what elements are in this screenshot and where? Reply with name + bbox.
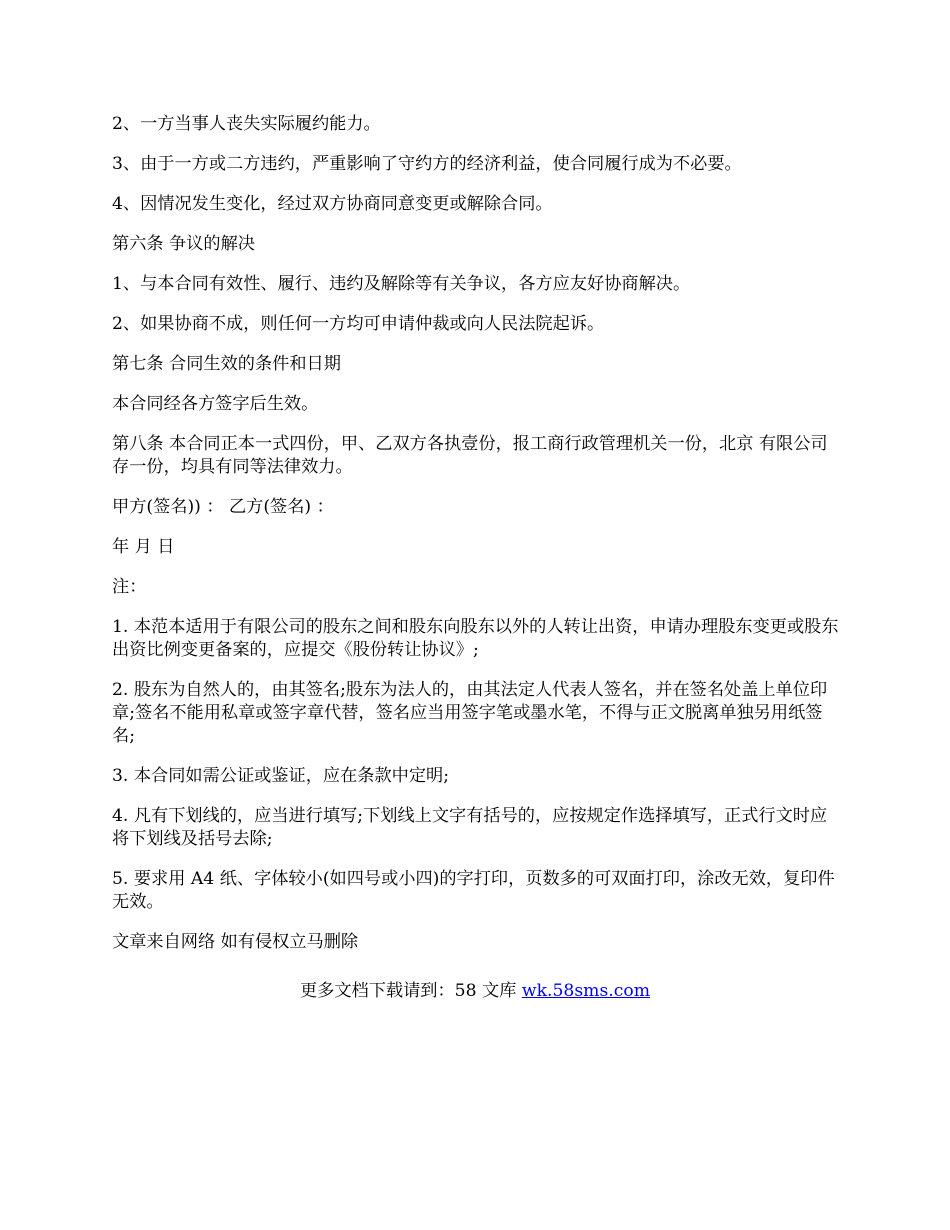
note-1: 1. 本范本适用于有限公司的股东之间和股东向股东以外的人转让出资，申请办理股东变更或股东出资比例变更备案的，应提交《股份转让协议》;: [112, 617, 839, 660]
paragraph-effective: 本合同经各方签字后生效。: [112, 394, 319, 414]
paragraph-clause-4: 4、因情况发生变化，经过双方协商同意变更或解除合同。: [112, 194, 553, 214]
article-7-heading: 第七条 合同生效的条件和日期: [112, 354, 341, 374]
signature-line: 甲方(签名)) ： 乙方(签名) ：: [112, 497, 334, 517]
paragraph-dispute-1: 1、与本合同有效性、履行、违约及解除等有关争议，各方应友好协商解决。: [112, 274, 691, 294]
notes-heading: 注：: [112, 577, 147, 597]
date-line: 年 月 日: [112, 537, 175, 557]
paragraph-clause-3: 3、由于一方或二方违约，严重影响了守约方的经济利益，使合同履行成为不必要。: [112, 154, 742, 174]
article-6-heading: 第六条 争议的解决: [112, 234, 255, 254]
note-5: 5. 要求用 A4 纸、字体较小(如四号或小四)的字打印，页数多的可双面打印，涂改无效，复印件无效。: [112, 869, 835, 912]
article-8-paragraph: 第八条 本合同正本一式四份，甲、乙双方各执壹份，报工商行政管理机关一份，北京 有限公司存一份，均具有同等法律效力。: [112, 434, 828, 477]
source-disclaimer: 文章来自网络 如有侵权立马删除: [112, 932, 359, 952]
paragraph-dispute-2: 2、如果协商不成，则任何一方均可申请仲裁或向人民法院起诉。: [112, 314, 605, 334]
note-2: 2. 股东为自然人的，由其签名;股东为法人的，由其法定人代表人签名，并在签名处盖上单位印章;签名不能用私章或签字章代替，签名应当用签字笔或墨水笔，不得与正文脱离单独另用纸签名;: [112, 680, 828, 746]
note-4: 4. 凡有下划线的，应当进行填写;下划线上文字有括号的，应按规定作选择填写，正式行文时应将下划线及括号去除;: [112, 806, 828, 849]
note-3: 3. 本合同如需公证或鉴证，应在条款中定明;: [112, 766, 450, 786]
footer-prefix: 更多文档下载请到：58 文库: [299, 981, 522, 1001]
document-body: [112, 113, 842, 971]
footer-link[interactable]: wk.58sms.com: [521, 981, 650, 1001]
paragraph-clause-2: 2、一方当事人丧失实际履约能力。: [112, 114, 381, 134]
download-footer: [0, 980, 950, 1003]
